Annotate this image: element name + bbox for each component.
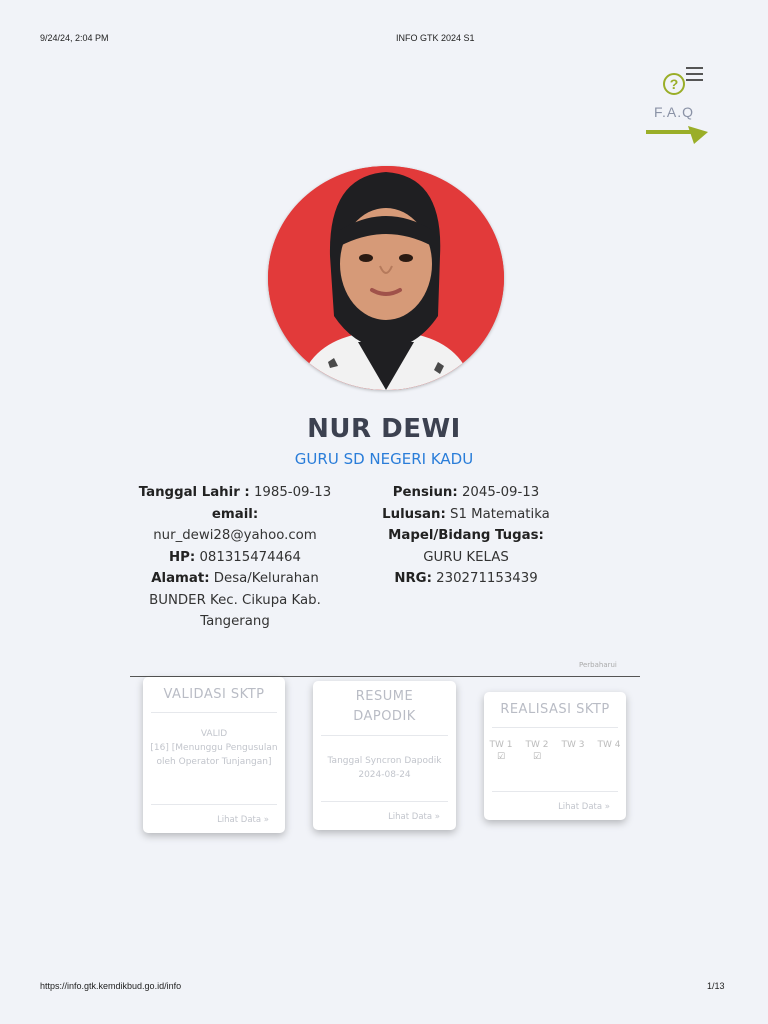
realisasi-view-data-link[interactable]: Lihat Data » [558, 802, 610, 812]
resume-card-title: RESUME DAPODIK [353, 689, 416, 724]
realisasi-sktp-card[interactable] [484, 692, 626, 820]
details-right [380, 482, 552, 590]
subject-value: GURU KELAS [423, 549, 509, 565]
tw-label: TW 4 [597, 740, 621, 750]
resume-card-body [313, 736, 456, 782]
validasi-card-body [143, 713, 285, 769]
pension-value: 2045-09-13 [461, 485, 540, 500]
resume-sync-label: Tanggal Syncron Dapodik [327, 756, 442, 766]
graduate-label: Lulusan: [382, 506, 446, 522]
print-title: INFO GTK 2024 S1 [396, 33, 475, 43]
help-icon[interactable]: ? [663, 73, 685, 95]
subject-label-line [380, 525, 552, 547]
resume-sync-date: 2024-08-24 [358, 770, 411, 780]
address-line [130, 568, 340, 633]
profile-photo [268, 166, 504, 390]
validasi-note: [16] [Menunggu Pengusulan oleh Operator Tunjangan] [150, 743, 278, 767]
tw-row [484, 740, 626, 762]
validasi-status: VALID [200, 729, 228, 739]
dob-value: 1985-09-13 [253, 485, 332, 500]
details-left [130, 482, 340, 633]
email-label-line [130, 504, 340, 526]
checkbox-icon: ☑ [496, 752, 506, 762]
resume-view-data-link[interactable]: Lihat Data » [388, 812, 440, 822]
graduate-value: S1 Matematika [450, 506, 550, 522]
card-link-separator [321, 801, 448, 802]
hp-label: HP: [169, 549, 196, 565]
pension-label: Pensiun: [392, 485, 458, 500]
subject-label: Mapel/Bidang Tugas: [388, 528, 544, 543]
tw-label: TW 2 [525, 740, 549, 750]
address-label: Alamat: [151, 571, 210, 586]
tw-label: TW 1 [489, 740, 513, 750]
update-link[interactable]: Perbaharui [579, 661, 617, 669]
print-page-number: 1/13 [707, 981, 725, 991]
tw-item [524, 740, 550, 762]
email-label: email: [211, 506, 259, 522]
teacher-name: NUR DEWI [307, 414, 461, 444]
checkbox-icon: ☑ [532, 752, 542, 762]
hp-line [130, 547, 340, 569]
email-value: nur_dewi28@yahoo.com [153, 528, 317, 543]
hp-value: 081315474464 [199, 549, 301, 565]
faq-widget[interactable] [644, 64, 714, 148]
dob-line [130, 482, 340, 504]
tw-item [596, 740, 622, 762]
tw-item [488, 740, 514, 762]
card-separator [492, 727, 618, 728]
portrait-illustration [268, 166, 504, 390]
pension-line [380, 482, 552, 504]
faq-label[interactable]: F.A.Q [654, 104, 695, 120]
dob-label: Tanggal Lahir : [138, 485, 250, 500]
menu-icon[interactable] [686, 67, 703, 85]
validasi-view-data-link[interactable]: Lihat Data » [217, 815, 269, 825]
address-value: Desa/Kelurahan BUNDER Kec. Cikupa Kab. Tangerang [149, 571, 321, 629]
arrow-icon [644, 124, 710, 146]
print-url: https://info.gtk.kemdikbud.go.id/info [40, 981, 182, 991]
nrg-label: NRG: [394, 571, 432, 586]
nrg-line [380, 568, 552, 590]
card-link-separator [492, 791, 618, 792]
graduate-line [380, 504, 552, 526]
print-datetime: 9/24/24, 2:04 PM [40, 33, 109, 43]
realisasi-card-title: REALISASI SKTP [500, 702, 610, 717]
resume-dapodik-card[interactable] [313, 681, 456, 830]
school-name: GURU SD NEGERI KADU [294, 450, 474, 468]
validasi-sktp-card[interactable] [143, 677, 285, 833]
validasi-card-title: VALIDASI SKTP [163, 687, 265, 702]
tw-label: TW 3 [561, 740, 585, 750]
nrg-value: 230271153439 [436, 571, 538, 586]
tw-item [560, 740, 586, 762]
card-link-separator [151, 804, 277, 805]
